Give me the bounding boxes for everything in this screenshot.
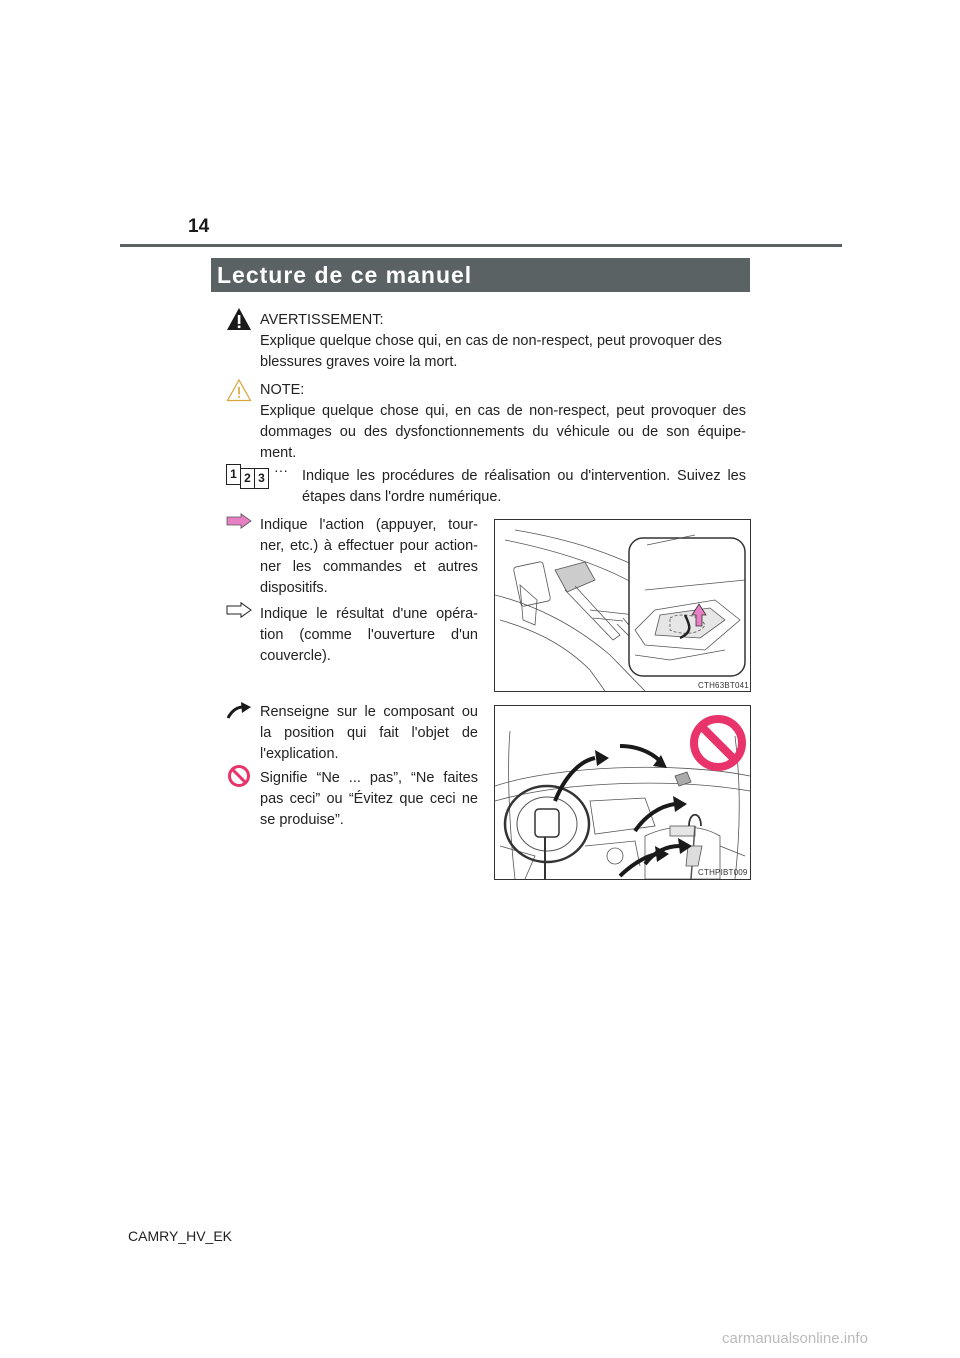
step-number-1: 1 <box>226 464 241 485</box>
action-line: ner, etc.) à effectuer pour action- <box>260 538 478 554</box>
steps-line: Indique les procédures de réalisation ou d'intervention. Suivez les <box>302 468 746 484</box>
action-line: Indique l'action (appuyer, tour- <box>260 517 478 533</box>
result-line: couvercle). <box>260 648 331 664</box>
notice-line: ment. <box>260 445 297 461</box>
warning-triangle-filled-icon <box>226 307 252 331</box>
figure-code-1: CTH63BT041 <box>698 681 749 690</box>
pointer-text <box>260 702 478 765</box>
notice-text <box>260 380 746 464</box>
overhead-console-illustration <box>495 520 750 691</box>
step-number-2: 2 <box>240 468 255 489</box>
steps-text <box>302 466 746 508</box>
steps-ellipsis: ··· <box>274 462 288 478</box>
outline-arrow-icon <box>226 602 252 618</box>
page-number: 14 <box>188 216 210 237</box>
step-number-3: 3 <box>254 468 269 489</box>
pointer-line: l'explication. <box>260 746 339 762</box>
section-title: Lecture de ce manuel <box>217 262 473 288</box>
black-curved-arrow-icon <box>226 700 252 720</box>
header-rule <box>120 244 842 247</box>
warning-line: Explique quelque chose qui, en cas de non-respect, peut provoquer des <box>260 333 722 349</box>
prohibited-line: se produise”. <box>260 812 344 828</box>
steps-line: étapes dans l'ordre numérique. <box>302 489 502 505</box>
section-header-bar <box>211 258 750 292</box>
figure-dashboard-prohibited <box>494 705 751 880</box>
pink-arrow-icon <box>226 513 252 529</box>
action-text <box>260 515 478 599</box>
prohibited-line: pas ceci” ou “Évitez que ceci ne <box>260 791 478 807</box>
warning-triangle-outline-icon <box>226 378 252 402</box>
prohibited-line: Signifie “Ne ... pas”, “Ne faites <box>260 770 478 786</box>
pointer-line: Renseigne sur le composant ou <box>260 704 478 720</box>
warning-label: AVERTISSEMENT: <box>260 312 384 328</box>
prohibited-text <box>260 768 478 831</box>
action-line: ner les commandes et autres <box>260 559 478 575</box>
warning-line: blessures graves voire la mort. <box>260 354 458 370</box>
watermark: carmanualsonline.info <box>722 1330 868 1347</box>
result-text <box>260 604 478 667</box>
result-line: Indique le résultat d'une opéra- <box>260 606 478 622</box>
figure-overhead-console <box>494 519 751 692</box>
notice-line: Explique quelque chose qui, en cas de non-respect, peut provoquer des <box>260 403 746 419</box>
result-line: tion (comme l'ouverture d'un <box>260 627 478 643</box>
notice-label: NOTE: <box>260 382 305 398</box>
prohibition-icon <box>227 764 251 788</box>
figure-code-2: CTHPIBT009 <box>698 868 748 877</box>
action-line: dispositifs. <box>260 580 328 596</box>
pointer-line: la position qui fait l'objet de <box>260 725 478 741</box>
step-number-icons <box>226 464 296 490</box>
dashboard-illustration <box>495 706 750 879</box>
warning-text <box>260 310 750 373</box>
notice-line: dommages ou des dysfonctionnements du véhicule ou de son équipe- <box>260 424 746 440</box>
footer-model-code: CAMRY_HV_EK <box>128 1228 233 1244</box>
